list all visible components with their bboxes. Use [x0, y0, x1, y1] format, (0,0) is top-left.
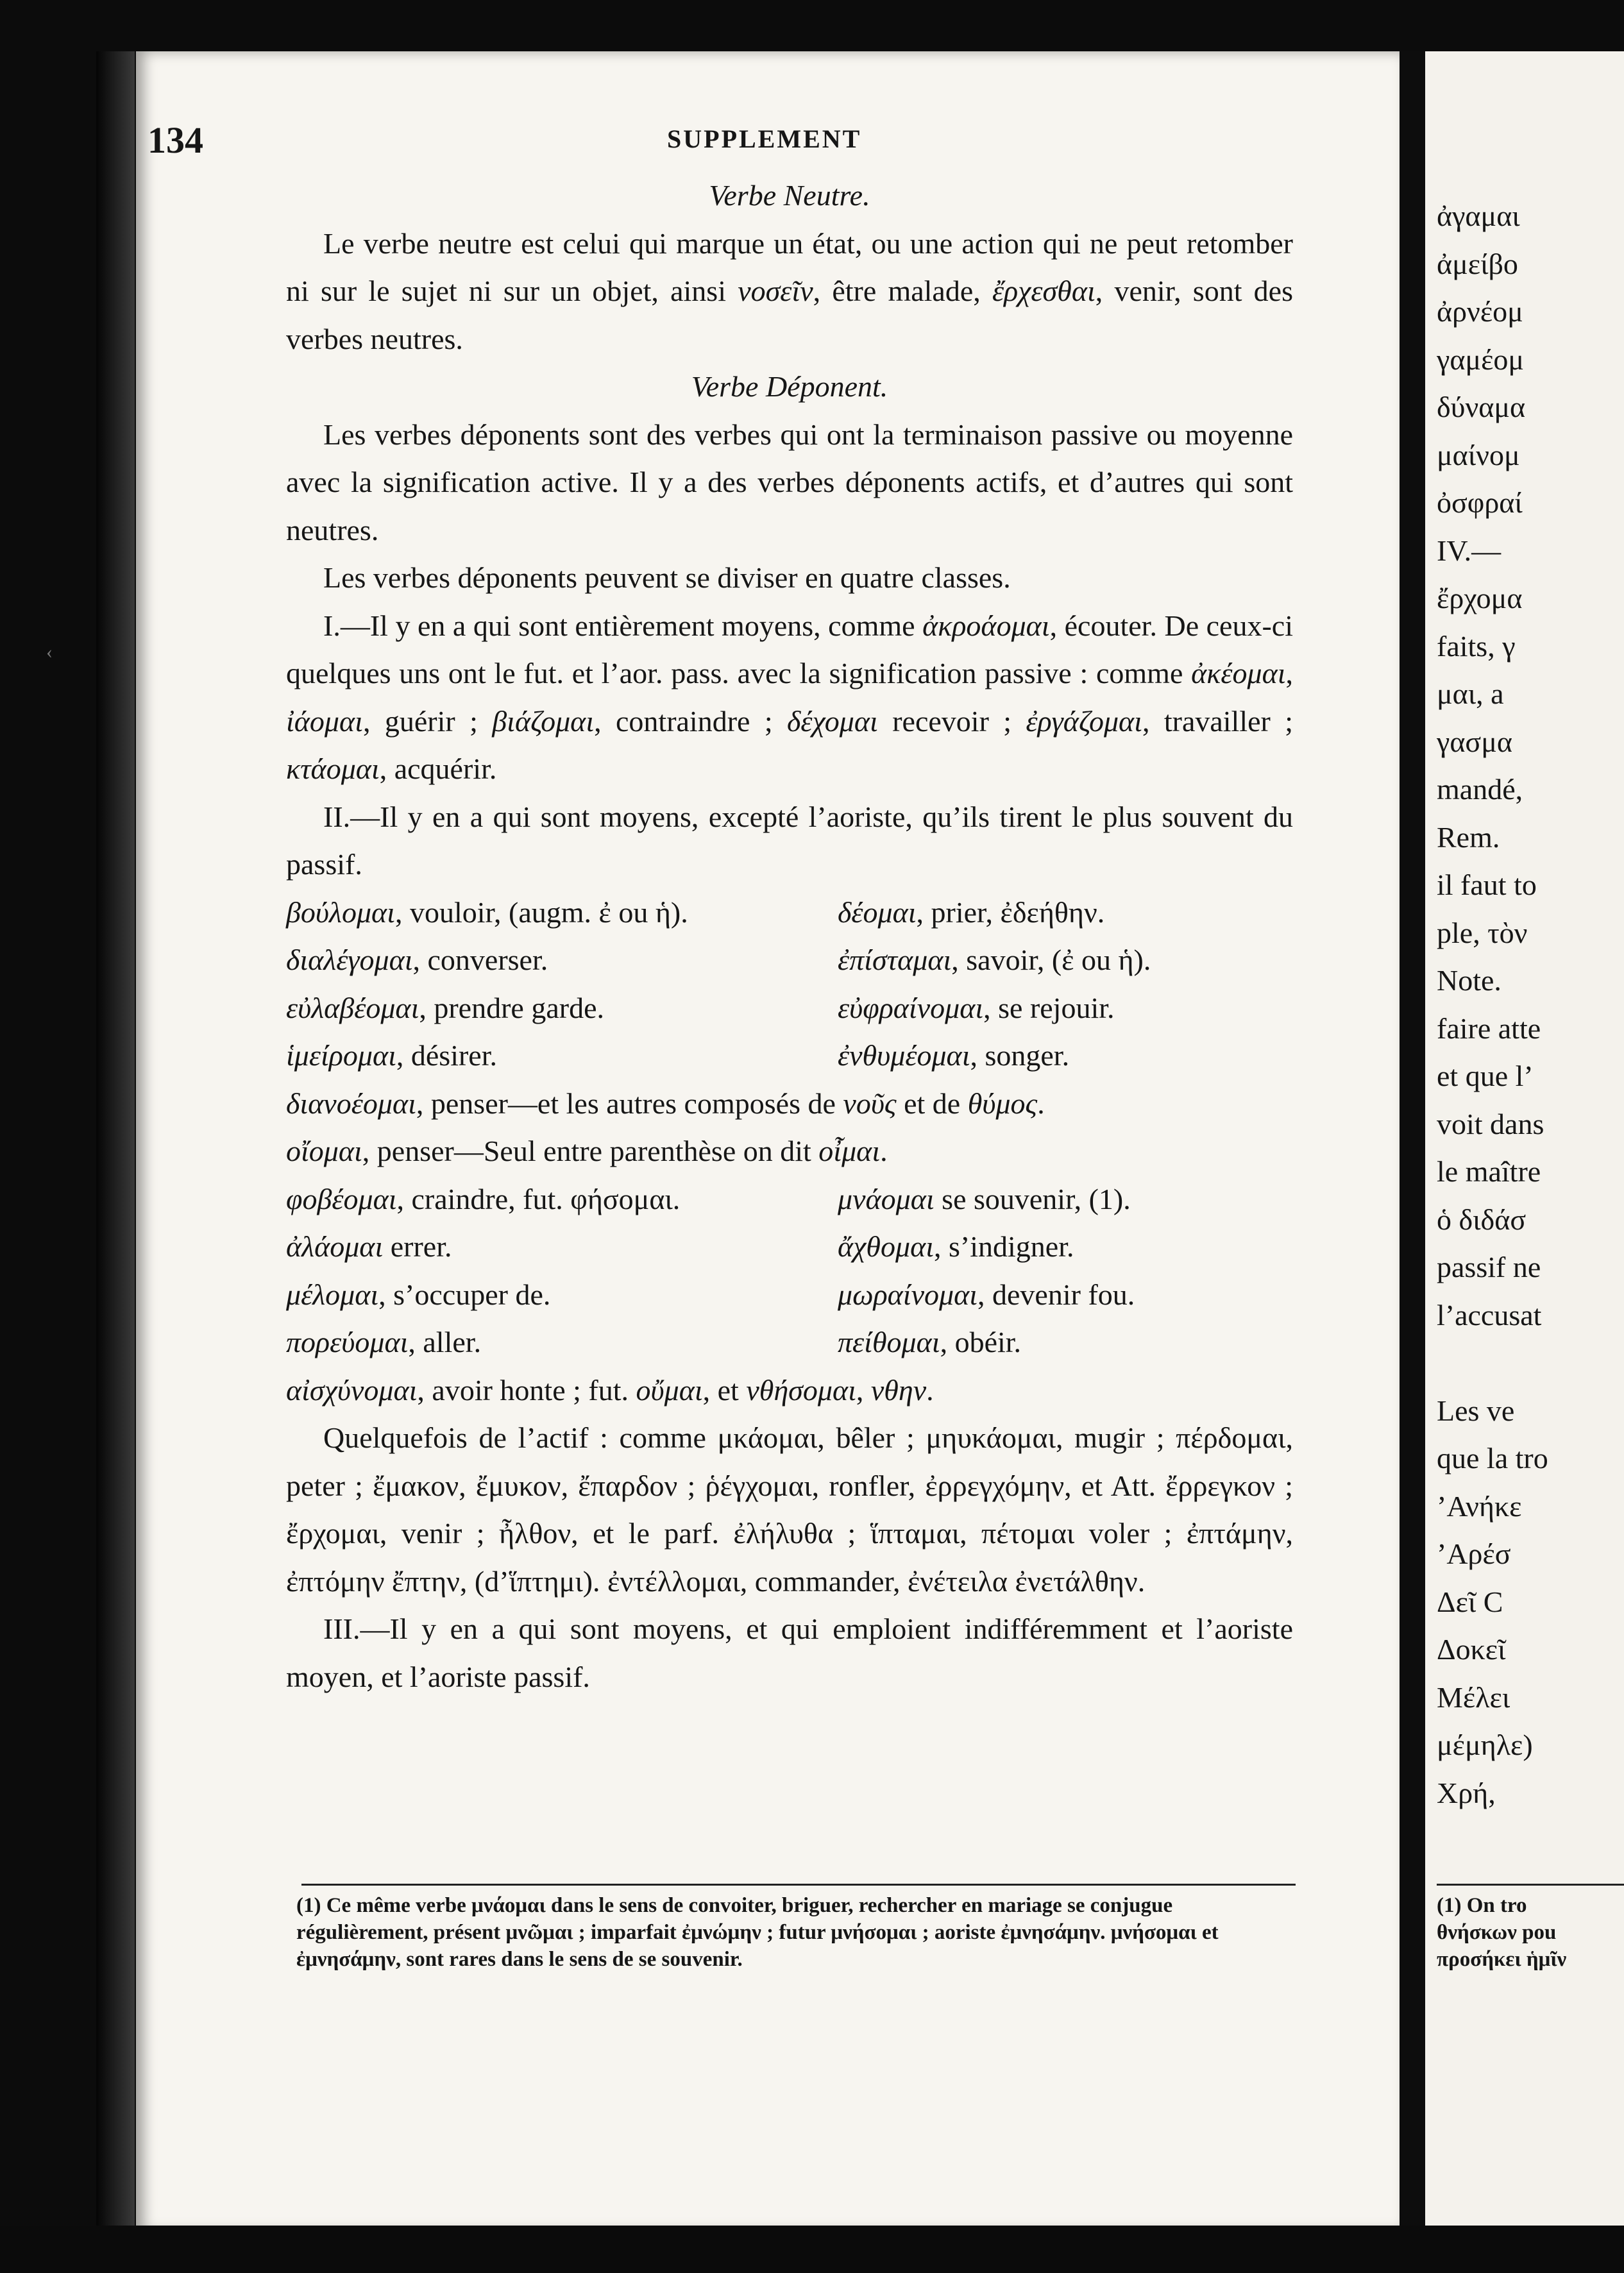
paragraph-actif: Quelquefois de l’actif : comme μκάομαι, bêler ; μηυκάομαι, mugir ; πέρδομαι, peter ; ἔμακον, ἔμυκον, ἔπαρδον ; ῥέγχομαι, ronfler, ἐρρεγχόμην, et Att. ἔρρεγκον ; ἔρχομαι, venir ; ἦλθον, et le parf. ἐλήλυθα ; ἵπταμαι, πέτομαι voler ; ἐπτάμην, ἐπτόμην ἔπτην, (d’ἵπτημι). ἐντέλλομαι, commander, ἐνέτειλα ἐνετάλθην.: [286, 1421, 1293, 1598]
text: .: [880, 1135, 888, 1167]
greek-word: αἰσχύνομαι: [286, 1373, 418, 1407]
greek-word: κτάομαι: [286, 752, 380, 785]
verb-line-aischunomai: [286, 1367, 1293, 1415]
text: , songer.: [970, 1039, 1070, 1072]
text: errer.: [383, 1230, 452, 1263]
page-header: [148, 119, 1302, 161]
right-page-line: Χρή,: [1437, 1776, 1496, 1809]
text: recevoir ;: [877, 704, 1012, 738]
paragraph-class-2: II.—Il y en a qui sont moyens, excepté l’aoriste, qu’ils tirent le plus souvent du passif.: [286, 800, 1293, 881]
paragraph-class-3: III.—Il y en a qui sont moyens, et qui emploient indifféremment et l’aoriste moyen, et l’aoriste passif.: [286, 1612, 1293, 1693]
right-page-line: ἀγαμαι: [1437, 199, 1520, 232]
text: se souvenir, (1).: [934, 1182, 1131, 1215]
text: , penser—Seul entre parenthèse on dit: [362, 1135, 811, 1167]
verb-list-row: [286, 889, 1293, 937]
right-page-line: ὀσφραί: [1437, 486, 1523, 519]
greek-word: νοῦς: [843, 1086, 897, 1120]
text: , s’indigner.: [934, 1230, 1074, 1263]
right-page-line: μαι, a: [1437, 677, 1504, 710]
right-page-footnote-line: (1) On tro: [1437, 1894, 1527, 1917]
verb-list-row: [286, 1319, 1293, 1367]
text: , avoir honte ; fut.: [417, 1373, 629, 1407]
right-page-line: mandé,: [1437, 773, 1523, 806]
text: , devenir fou.: [977, 1278, 1135, 1311]
verb-line-oiomai: [286, 1128, 1293, 1176]
right-page-line: voit dans: [1437, 1107, 1544, 1140]
verb-list-row: [286, 1032, 1293, 1080]
right-page-footnote-line: θνήσκων pou: [1437, 1921, 1557, 1944]
running-head: SUPPLEMENT: [667, 124, 862, 153]
verb-line-dianoeomai: [286, 1080, 1293, 1128]
paragraph-neutre: [286, 220, 1293, 364]
text: ,: [1285, 657, 1294, 689]
text: , et: [702, 1373, 739, 1407]
text: , obéir.: [940, 1326, 1022, 1358]
text: , travailler ;: [1142, 704, 1294, 738]
binding-shadow: [96, 51, 135, 2245]
right-page-line: et que l’: [1437, 1060, 1534, 1092]
right-page-line: Rem.: [1437, 820, 1500, 854]
text: , se rejouir.: [983, 991, 1115, 1024]
text: Le verbe neutre est celui qui marque un état, ou une action qui ne peut retomber ni sur le sujet ni sur un objet, ainsi: [286, 226, 1293, 307]
text: , désirer.: [396, 1039, 497, 1072]
paragraph-classes: Les verbes déponents peuvent se diviser en quatre classes.: [323, 561, 1011, 594]
page-gutter: [1400, 51, 1425, 2232]
text: , acquérir.: [379, 752, 497, 785]
text: , contraindre ;: [594, 704, 773, 738]
right-page-line: ple, τὸν: [1437, 916, 1528, 949]
right-page-line: IV.—: [1437, 534, 1501, 567]
verb-list-row: [286, 1223, 1293, 1271]
scan-mark: ‹: [46, 641, 53, 663]
text: , penser—et les autres composés de: [416, 1086, 836, 1120]
right-page-footnote-rule: [1437, 1884, 1624, 1886]
verb-list-row: [286, 1271, 1293, 1319]
greek-word: μέλομαι: [286, 1278, 379, 1311]
greek-word: ἐργάζομαι: [1026, 704, 1142, 738]
right-page-line: le maître: [1437, 1155, 1541, 1188]
right-page-line: l’accusat: [1437, 1298, 1542, 1331]
right-page-footnote: [1437, 1892, 1566, 1973]
right-page-line: faire atte: [1437, 1011, 1541, 1045]
text: , prendre garde.: [419, 991, 604, 1024]
right-page-line: δύναμα: [1437, 391, 1526, 423]
verb-list-row: [286, 936, 1293, 984]
greek-word: θύμος: [967, 1086, 1038, 1120]
right-page-line: Note.: [1437, 964, 1501, 997]
right-page-line: que la tro: [1437, 1442, 1548, 1474]
right-page-line: Δεῖ C: [1437, 1585, 1503, 1618]
greek-word: βιάζομαι: [492, 704, 595, 738]
greek-word: βούλομαι: [286, 895, 395, 929]
greek-word: φοβέομαι: [286, 1182, 397, 1215]
greek-word: εὐλαβέομαι: [286, 991, 419, 1024]
greek-word: ἀκροάομαι: [922, 609, 1050, 642]
text: , savoir, (ἐ ou ἡ).: [951, 943, 1151, 976]
text: , s’occuper de.: [378, 1278, 551, 1311]
greek-word: διανοέομαι: [286, 1086, 416, 1120]
greek-word: ἔρχεσθαι: [992, 275, 1095, 307]
right-page-line: faits, γ: [1437, 629, 1516, 663]
main-text: [286, 172, 1293, 1701]
footnote: (1) Ce même verbe μνάομαι dans le sens de convoiter, briguer, rechercher en mariage se conjugue régulièrement, présent μνῶμαι ; imparfait ἐμνώμην ; futur μνήσομαι ; aoriste ἐμνησάμην. μνήσομαι et ἐμνησάμην, sont rares dans le sens de se souvenir.: [296, 1894, 1219, 1971]
right-page-text: [1437, 192, 1624, 1817]
greek-word: νθήσομαι: [746, 1373, 856, 1407]
right-page-line: Les ve: [1437, 1394, 1515, 1427]
right-page-line: ἀρνέομ: [1437, 295, 1523, 328]
right-page-line: passif ne: [1437, 1251, 1541, 1283]
scan-bottom-edge: [0, 2226, 1624, 2273]
section-title-neutre: Verbe Neutre.: [709, 179, 870, 212]
verb-list-row: [286, 1176, 1293, 1224]
greek-word: ἄχθομαι: [838, 1230, 934, 1263]
text: , vouloir, (augm. ἐ ou ἡ).: [394, 895, 688, 929]
footnote-rule: [301, 1884, 1296, 1886]
greek-word: ἱμείρομαι: [286, 1039, 396, 1072]
greek-word: οὔμαι: [636, 1373, 703, 1407]
paragraph-deponent: Les verbes déponents sont des verbes qui ont la terminaison passive ou moyenne avec la signification active. Il y a des verbes déponents actifs, et d’autres qui sont neutres.: [286, 418, 1293, 546]
text: , écouter. De ceux-ci quelques uns ont le fut. et l’aor. pass. avec la signification passive : comme: [286, 609, 1293, 689]
greek-word: μωραίνομαι: [838, 1278, 978, 1311]
greek-word: δέχομαι: [787, 704, 878, 738]
greek-word: πορεύομαι: [286, 1326, 409, 1358]
verb-list-row: [286, 984, 1293, 1033]
text: ,: [856, 1373, 864, 1407]
text: , guérir ;: [362, 704, 478, 738]
text: , converser.: [412, 943, 548, 976]
text: .: [1037, 1086, 1045, 1120]
greek-word: μνάομαι: [838, 1182, 935, 1215]
greek-word: ἐπίσταμαι: [838, 943, 952, 976]
right-page-line: μέμηλε): [1437, 1728, 1533, 1761]
right-page-line: ’Αρέσ: [1437, 1537, 1511, 1570]
greek-word: οἴομαι: [286, 1135, 362, 1167]
greek-word: εὐφραίνομαι: [838, 991, 984, 1024]
right-page-line: ἔρχομα: [1437, 582, 1523, 614]
right-page-line: il faut to: [1437, 868, 1537, 901]
text: et de: [896, 1086, 961, 1120]
right-page-line: γαμέομ: [1437, 342, 1525, 376]
text: I.—Il y en a qui sont entièrement moyens, comme: [323, 609, 915, 642]
right-page-line: Δοκεῖ: [1437, 1633, 1506, 1666]
text: , être malade,: [813, 275, 981, 307]
right-page-line: [1437, 1339, 1624, 1387]
right-page-footnote-line: προσήκει ἡμῖν: [1437, 1948, 1567, 1971]
greek-word: ἰάομαι: [286, 704, 363, 738]
greek-word: δέομαι: [838, 895, 917, 929]
right-page-line: γασμα: [1437, 725, 1512, 758]
greek-word: νθην: [870, 1373, 927, 1407]
greek-word: ἀκέομαι: [1191, 657, 1286, 689]
text: .: [926, 1373, 934, 1407]
paragraph-class-1: [286, 602, 1293, 793]
right-page-line: ὁ διδάσ: [1437, 1203, 1527, 1236]
page-number: 134: [148, 119, 203, 161]
section-title-deponent: Verbe Déponent.: [691, 370, 888, 403]
greek-word: ἀλάομαι: [286, 1230, 384, 1263]
greek-word: οἶμαι: [818, 1135, 881, 1167]
greek-word: ἐνθυμέομαι: [838, 1039, 970, 1072]
right-page-line: ’Ανήκε: [1437, 1489, 1522, 1523]
greek-word: πείθομαι: [838, 1326, 940, 1358]
right-page-line: ἀμείβο: [1437, 247, 1518, 280]
right-page-line: μαίνομ: [1437, 438, 1520, 471]
text: , craindre, fut. φήσομαι.: [396, 1182, 681, 1215]
text: , prier, ἐδεήθην.: [916, 895, 1105, 929]
text: , venir, sont des verbes neutres.: [286, 275, 1294, 355]
greek-word: νοσεῖν: [738, 275, 813, 307]
right-page-line: Μέλει: [1437, 1680, 1510, 1714]
text: , aller.: [408, 1326, 482, 1358]
greek-word: διαλέγομαι: [286, 943, 413, 976]
